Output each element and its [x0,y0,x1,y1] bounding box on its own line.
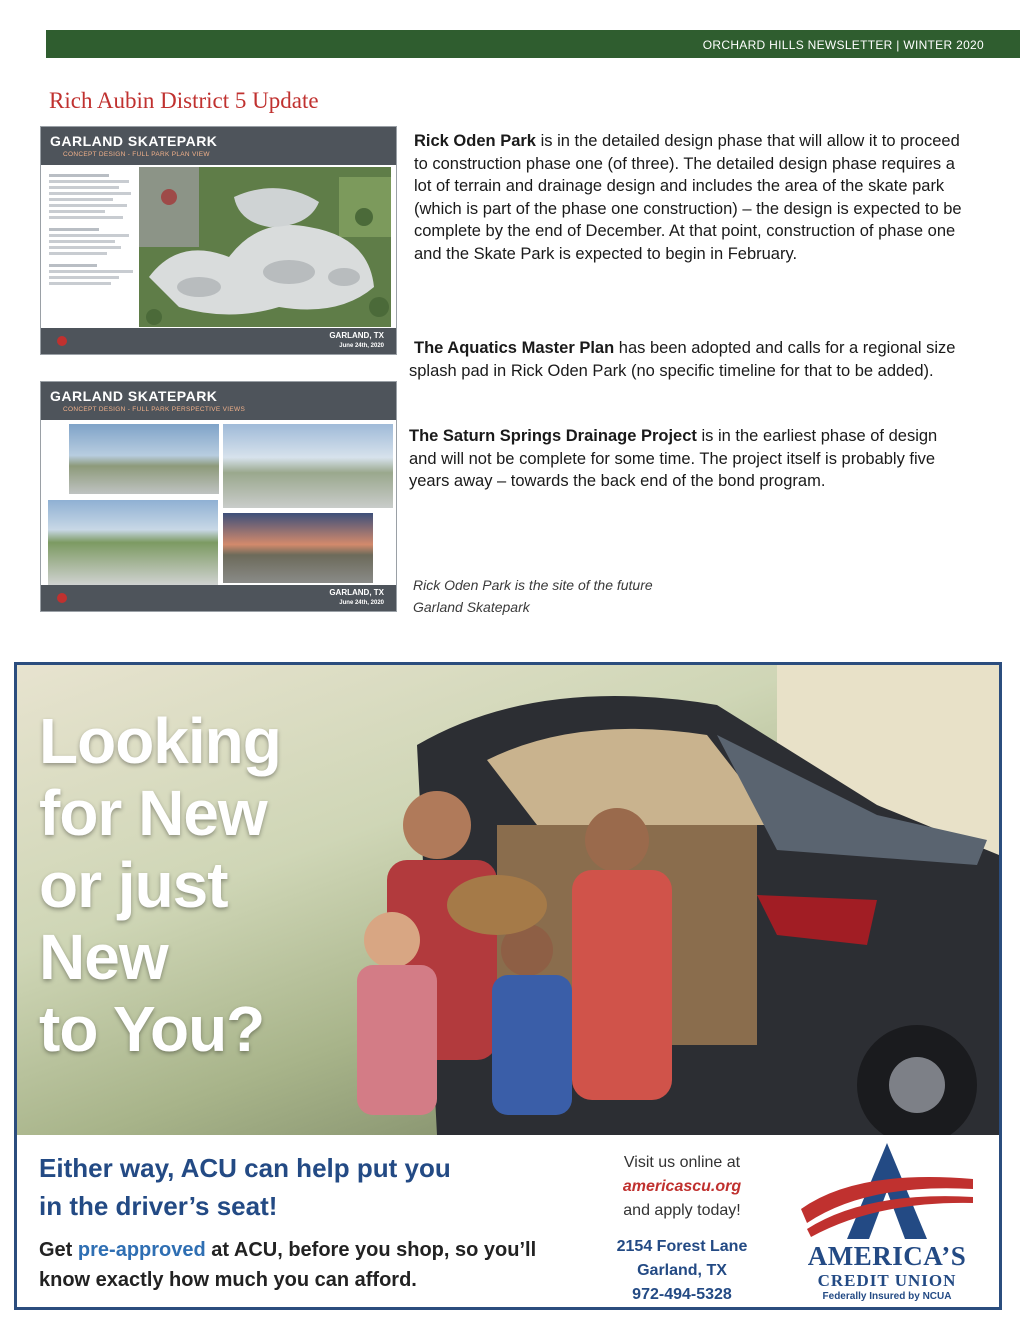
garland-logo-icon [57,593,67,603]
skatepark-perspective-image [40,381,397,612]
article-aquatics-master-plan [409,337,969,382]
panel-footer [41,585,396,611]
panel-date: June 24th, 2020 [339,343,384,349]
perspective-view-3 [48,500,218,585]
newsletter-header-bar [46,30,1020,58]
panel-title: GARLAND SKATEPARK [50,388,218,404]
panel-header [41,127,396,165]
article-body: is in the detailed design phase that will allow it to proceed to construction phase one (of three). The detailed design phase requires a lot of terrain and drainage design and includes the area of the skate park (which is part of the phase one construction) – the design is expected to be complete by the end of December. At that point, construction of phase one and the Skate Park is expected to begin in February. [414,132,962,263]
ad-headline-line: Looking [39,705,281,777]
ad-body-pre: Get [39,1239,78,1261]
panel-location [329,331,384,351]
article-rick-oden-park [414,130,970,266]
ad-visit-line: and apply today! [623,1202,741,1219]
perspective-view-4 [223,513,373,583]
article-lead: The Aquatics Master Plan [414,339,615,357]
article-lead: The Saturn Springs Drainage Project [409,427,697,445]
brand-subtitle: CREDIT UNION [817,1271,957,1290]
photo-caption: Rick Oden Park is the site of the future Garland Skatepark [413,577,653,615]
ad-visit-block [597,1151,767,1223]
panel-subtitle: CONCEPT DESIGN - FULL PARK PLAN VIEW [63,151,210,158]
ad-address-line: 2154 Forest Lane [616,1238,748,1255]
panel-footer [41,328,396,354]
perspective-view-2 [223,424,393,508]
ad-tagline [39,1149,451,1225]
panel-date: June 24th, 2020 [339,600,384,606]
skatepark-plan-image [40,126,397,355]
ad-headline-line: to You? [39,993,265,1065]
garland-logo-icon [57,336,67,346]
panel-location-text: GARLAND, TX [329,331,384,340]
family-car-photo [17,665,999,1135]
plan-legend [49,171,137,321]
newsletter-header-text: ORCHARD HILLS NEWSLETTER | WINTER 2020 [702,38,984,52]
ad-website-link[interactable]: americascu.org [622,1178,742,1195]
ad-info-panel [17,1135,999,1307]
ad-address-block [597,1235,767,1307]
acu-advertisement[interactable] [14,662,1002,1310]
ad-headline-line: for New [39,777,267,849]
ad-visit-line: Visit us online at [623,1154,741,1171]
brand-name: AMERICA’S [807,1241,967,1271]
ad-address-line: Garland, TX [637,1262,727,1279]
ad-tagline-line: Either way, ACU can help put you [39,1153,451,1183]
panel-location [329,588,384,608]
ad-headline-line: or just [39,849,228,921]
article-saturn-springs [409,425,969,493]
section-title: Rich Aubin District 5 Update [49,88,319,113]
ad-body-text [39,1235,539,1295]
family-illustration [317,765,677,1135]
panel-title: GARLAND SKATEPARK [50,133,218,149]
article-body: is in the earliest phase of design and will not be complete for some time. The project itself is probably five years away – towards the back end of the bond program. [409,427,938,491]
panel-location-text: GARLAND, TX [329,588,384,597]
brand-ncua-notice: Federally Insured by NCUA [822,1291,952,1302]
article-lead: Rick Oden Park [414,132,536,150]
ad-body-highlight: pre-approved [77,1239,206,1261]
ad-tagline-line: in the driver’s seat! [39,1191,278,1221]
ad-phone[interactable]: 972-494-5328 [632,1286,732,1303]
skatepark-plan-drawing [139,167,391,327]
ad-headline [39,705,281,1065]
panel-subtitle: CONCEPT DESIGN - FULL PARK PERSPECTIVE VIEWS [63,406,246,413]
perspective-view-1 [69,424,219,494]
panel-header [41,382,396,420]
acu-logo [787,1135,987,1307]
article-body: has been adopted and calls for a regional size splash pad in Rick Oden Park (no specific timeline for that to be added). [409,339,956,380]
acu-a-logo-icon [797,1139,977,1243]
ad-body-post: at ACU, before you shop, so you’ll know exactly how much you can afford. [39,1239,537,1291]
ad-headline-line: New [39,921,168,993]
